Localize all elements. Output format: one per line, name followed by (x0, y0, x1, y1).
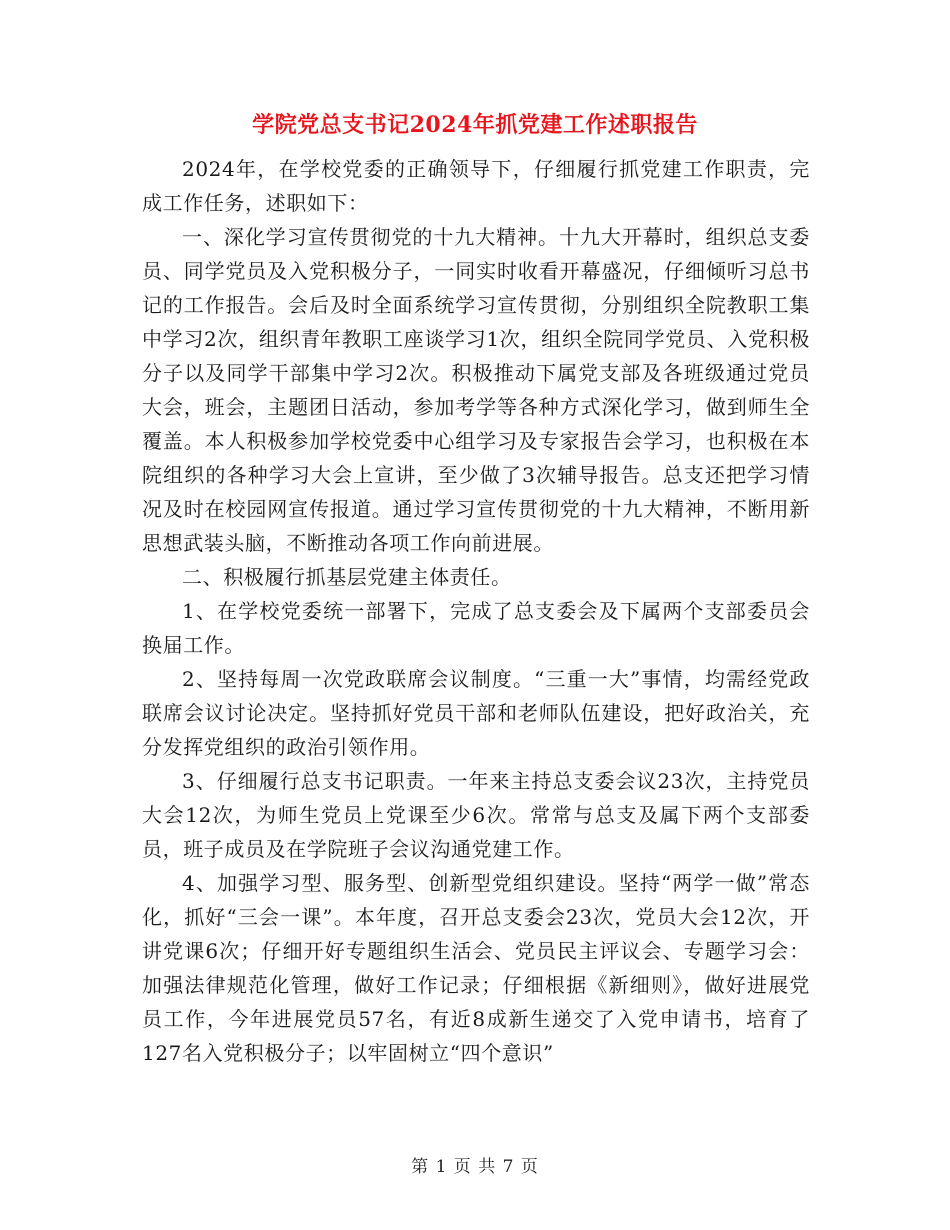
paragraph-item-3: 3、仔细履行总支书记职责。一年来主持总支委会议23次，主持党员大会12次，为师生党员上党课至少6次。常常与总支及属下两个支部委员，班子成员及在学院班子会议沟通党建工作。 (142, 769, 810, 861)
document-title: 学院党总支书记2024年抓党建工作述职报告 (252, 112, 698, 138)
paragraph-section-1: 一、深化学习宣传贯彻党的十九大精神。十九大开幕时，组织总支委员、同学党员及入党积极分子，一同实时收看开幕盛况，仔细倾听习总书记的工作报告。会后及时全面系统学习宣传贯彻，分别组织全院教职工集中学习2次，组织青年教职工座谈学习1次，组织全院同学党员、入党积极分子以及同学干部集中学习2次。积极推动下属党支部及各班级通过党员大会，班会，主题团日活动，参加考学等各种方式深化学习，做到师生全覆盖。本人积极参加学校党委中心组学习及专家报告会学习，也积极在本院组织的各种学习大会上宣讲，至少做了3次辅导报告。总支还把学习情况及时在校园网宣传报道。通过学习宣传贯彻党的十九大精神，不断用新思想武装头脑，不断推动各项工作向前进展。 (142, 225, 810, 555)
paragraph-intro: 2024年，在学校党委的正确领导下，仔细履行抓党建工作职责，完成工作任务，述职如下： (142, 157, 810, 215)
paragraph-section-2-heading: 二、积极履行抓基层党建主体责任。 (182, 565, 512, 589)
paragraph-item-4: 4、加强学习型、服务型、创新型党组织建设。坚持“两学一做”常态化，抓好“三会一课”。本年度，召开总支委会23次，党员大会12次，开讲党课6次；仔细开好专题组织生活会、党员民主评议会、专题学习会：加强法律规范化管理，做好工作记录；仔细根据《新细则》，做好进展党员工作，今年进展党员57名，有近8成新生递交了入党申请书，培育了127名入党积极分子；以牢固树立“四个意识” (142, 871, 810, 1065)
paragraph-item-2: 2、坚持每周一次党政联席会议制度。“三重一大”事情，均需经党政联席会议讨论决定。坚持抓好党员干部和老师队伍建设，把好政治关，充分发挥党组织的政治引领作用。 (142, 667, 810, 759)
paragraph-item-1: 1、在学校党委统一部署下，完成了总支委会及下属两个支部委员会换届工作。 (142, 599, 810, 657)
document-body (142, 152, 810, 1070)
page-number-footer: 第 1 页 共 7 页 (411, 1157, 539, 1177)
